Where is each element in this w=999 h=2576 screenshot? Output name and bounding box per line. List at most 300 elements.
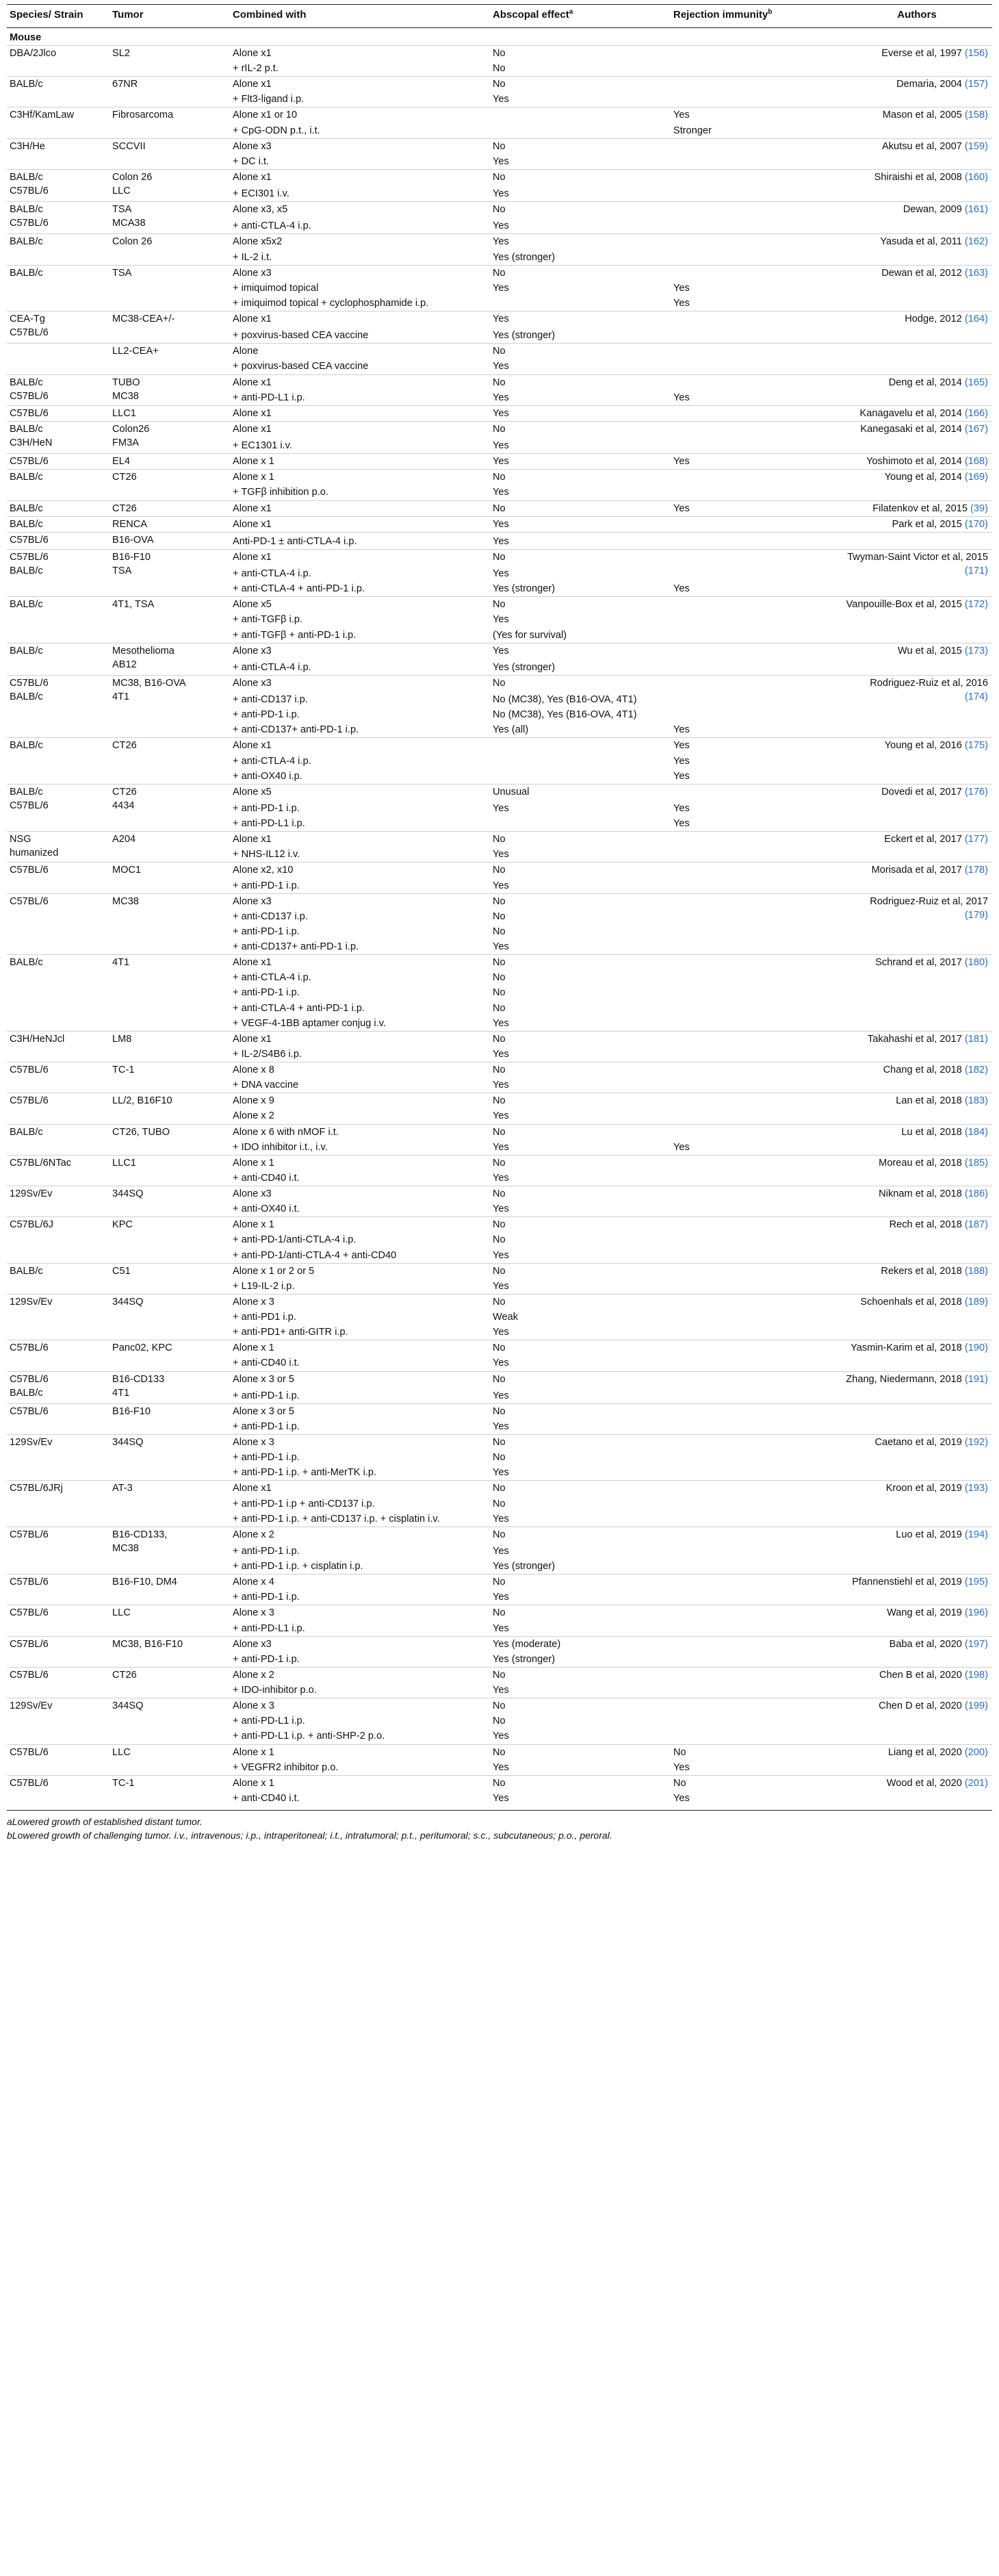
cell-species: C57BL/6 [7, 405, 109, 421]
reference-link[interactable]: (173) [964, 645, 988, 656]
cell-combined-with: Alone x1 [230, 311, 490, 327]
author-name: Yasmin-Karim et al, 2018 [851, 1342, 962, 1354]
cell-combined-with: Alone x5x2 [230, 234, 490, 250]
cell-authors [842, 738, 992, 784]
cell-rejection-immunity [671, 660, 842, 676]
cell-abscopal-effect: Yes [493, 1280, 509, 1292]
author-name: Filatenkov et al, 2015 [872, 502, 968, 514]
cell-abscopal-effect: No [490, 832, 671, 847]
cell-rejection-immunity: Yes [673, 724, 690, 736]
cell-rejection-immunity [671, 643, 842, 659]
author-name: Mason et al, 2005 [882, 110, 962, 121]
author-name: Kroon et al, 2019 [885, 1483, 962, 1494]
cell-tumor: 344SQ [109, 1435, 230, 1481]
cell-abscopal-effect: Yes [493, 155, 509, 167]
cell-rejection-immunity [671, 470, 842, 485]
cell-rejection-immunity [671, 374, 842, 390]
cell-combined-with: + anti-TGFβ i.p. [233, 614, 303, 626]
header-authors [842, 5, 992, 28]
cell-tumor: MC38-CEA+/- [109, 311, 230, 344]
cell-combined-with: + anti-CD40 i.t. [233, 1357, 300, 1369]
cell-species: 129Sv/Ev [7, 1698, 109, 1744]
cell-tumor: RENCA [109, 516, 230, 532]
table-row [7, 344, 992, 359]
reference-link[interactable]: (172) [964, 599, 988, 611]
cell-combined-with: Alone x 2 [230, 1667, 490, 1683]
cell-authors [842, 374, 992, 405]
cell-species: C57BL/6 [7, 1775, 109, 1806]
cell-abscopal-effect: No [493, 63, 506, 74]
cell-rejection-immunity [671, 138, 842, 154]
reference-link[interactable]: (169) [964, 472, 988, 483]
author-name: Hodge, 2012 [905, 314, 962, 324]
cell-rejection-immunity [671, 1605, 842, 1621]
cell-abscopal-effect: No [490, 138, 671, 154]
cell-tumor: TSA [109, 265, 230, 311]
cell-combined-with: + anti-PD-1/anti-CTLA-4 + anti-CD40 [233, 1249, 397, 1261]
cell-combined-with: + anti-PD-1 i.p + anti-CD137 i.p. [233, 1498, 375, 1509]
reference-link[interactable]: (162) [964, 236, 988, 248]
table-row [7, 77, 992, 92]
cell-authors [842, 454, 992, 470]
cell-rejection-immunity [671, 955, 842, 971]
cell-authors [842, 1435, 992, 1481]
cell-abscopal-effect: Yes [493, 1592, 509, 1603]
cell-combined-with: + anti-CD137+ anti-PD-1 i.p. [233, 941, 359, 952]
cell-combined-with: Alone x1 [230, 1031, 490, 1047]
reference-link[interactable]: (158) [964, 110, 988, 121]
author-name: Akutsu et al, 2007 [882, 140, 962, 152]
cell-abscopal-effect: Weak [493, 1312, 519, 1323]
reference-link[interactable]: (187) [964, 1219, 988, 1231]
table-body [7, 27, 992, 1806]
cell-authors [842, 1093, 992, 1124]
cell-rejection-immunity [671, 1155, 842, 1171]
reference-link[interactable]: (163) [964, 267, 988, 279]
cell-combined-with: Alone x1 [230, 738, 490, 754]
cell-abscopal-effect: No [490, 1217, 671, 1233]
cell-combined-with: Alone x 3 [230, 1605, 490, 1621]
reference-link[interactable]: (193) [964, 1483, 988, 1494]
cell-combined-with: + DNA vaccine [233, 1080, 299, 1091]
reference-link[interactable]: (201) [964, 1777, 988, 1789]
author-name: Baba et al, 2020 [889, 1638, 962, 1650]
cell-abscopal-effect: No [490, 1775, 671, 1791]
cell-rejection-immunity: Yes [673, 392, 690, 403]
cell-rejection-immunity [671, 1465, 842, 1481]
header-tumor [109, 5, 230, 28]
cell-authors [842, 421, 992, 453]
cell-combined-with: Alone x 3 or 5 [230, 1371, 490, 1387]
cell-abscopal-effect: Yes [493, 1622, 509, 1634]
cell-abscopal-effect: No [490, 1340, 671, 1356]
cell-rejection-immunity [671, 405, 842, 421]
cell-rejection-immunity [671, 234, 842, 250]
cell-combined-with: + anti-PD-1 i.p. + anti-MerTK i.p. [233, 1467, 377, 1479]
cell-rejection-immunity [671, 1016, 842, 1032]
reference-link[interactable]: (184) [964, 1126, 988, 1138]
cell-rejection-immunity [671, 784, 842, 800]
reference-link[interactable]: (196) [964, 1607, 988, 1619]
cell-abscopal-effect: No [490, 1403, 671, 1419]
reference-link[interactable]: (170) [964, 518, 988, 530]
cell-rejection-immunity [671, 77, 842, 92]
reference-link[interactable]: (175) [964, 740, 988, 752]
table-row [7, 107, 992, 123]
cell-abscopal-effect: No [493, 1234, 506, 1246]
cell-rejection-immunity [671, 847, 842, 863]
table-row [7, 893, 992, 909]
reference-link[interactable]: (167) [964, 423, 988, 435]
author-name: Rodriguez-Ruiz et al, 2016 [870, 677, 988, 689]
cell-combined-with: Alone x3 [230, 1186, 490, 1202]
cell-combined-with: + anti-PD-L1 i.p. + anti-SHP-2 p.o. [233, 1731, 385, 1742]
reference-link[interactable]: (161) [964, 204, 988, 216]
table-row [7, 265, 992, 281]
author-name: Chen D et al, 2020 [879, 1700, 962, 1712]
author-name: Rekers et al, 2018 [881, 1265, 962, 1277]
reference-link[interactable]: (183) [964, 1095, 988, 1107]
cell-authors [842, 532, 992, 549]
cell-species: BALB/c [7, 516, 109, 532]
cell-tumor: MC38, B16-OVA 4T1 [109, 675, 230, 738]
reference-link[interactable]: (156) [964, 47, 988, 59]
cell-abscopal-effect: No [490, 1527, 671, 1542]
reference-link[interactable]: (185) [964, 1157, 988, 1169]
reference-link[interactable]: (181) [964, 1033, 988, 1045]
cell-abscopal-effect: No [490, 1371, 671, 1387]
reference-link[interactable]: (164) [964, 314, 988, 324]
table-row [7, 1031, 992, 1047]
cell-abscopal-effect: No [490, 1263, 671, 1279]
cell-combined-with: + anti-PD-1 i.p. [233, 1420, 300, 1432]
cell-combined-with: Alone [230, 344, 490, 359]
cell-rejection-immunity [671, 1698, 842, 1714]
cell-tumor: TUBO MC38 [109, 374, 230, 405]
cell-abscopal-effect: Yes [493, 1141, 509, 1153]
cell-rejection-immunity: Yes [671, 738, 842, 754]
table-row [7, 1435, 992, 1451]
cell-rejection-immunity [671, 939, 842, 955]
table-row [7, 1062, 992, 1078]
reference-link[interactable]: (182) [964, 1064, 988, 1075]
cell-combined-with: + anti-PD-L1 i.p. [233, 1716, 305, 1727]
cell-abscopal-effect: Yes [493, 614, 509, 626]
table-row [7, 1403, 992, 1419]
cell-combined-with: Alone x 1 [230, 1155, 490, 1171]
cell-abscopal-effect: Yes [490, 234, 671, 250]
cell-abscopal-effect [490, 123, 671, 139]
cell-combined-with: + anti-CTLA-4 i.p. [233, 568, 311, 579]
author-name: Niknam et al, 2018 [879, 1188, 962, 1199]
cell-abscopal-effect [490, 296, 671, 311]
author-name: Pfannenstiehl et al, 2019 [852, 1577, 962, 1588]
cell-combined-with: + imiquimod topical + cyclophosphamide i.p. [233, 297, 429, 309]
cell-authors [842, 311, 992, 344]
reference-link[interactable]: (197) [964, 1638, 988, 1650]
cell-rejection-immunity [671, 1077, 842, 1093]
cell-abscopal-effect: Yes [490, 311, 671, 327]
cell-rejection-immunity [671, 92, 842, 107]
cell-combined-with: + anti-CD40 i.t. [233, 1792, 300, 1804]
cell-combined-with: Alone x 1 [230, 470, 490, 485]
cell-combined-with: + IDO-inhibitor p.o. [233, 1685, 317, 1696]
author-name: Dovedi et al, 2017 [881, 786, 962, 798]
cell-abscopal-effect: Yes [493, 188, 509, 199]
reference-link[interactable]: (168) [964, 456, 988, 468]
table-row [7, 169, 992, 185]
cell-tumor: MC38, B16-F10 [109, 1636, 230, 1667]
cell-rejection-immunity [671, 1062, 842, 1078]
cell-species: BALB/c [7, 597, 109, 643]
cell-abscopal-effect: No [490, 169, 671, 185]
cell-combined-with: + anti-PD-1 i.p. [233, 987, 300, 999]
cell-combined-with: + anti-PD-L1 i.p. [233, 392, 305, 403]
cell-authors [842, 500, 992, 516]
reference-link[interactable]: (179) [964, 909, 988, 921]
author-name: Twyman-Saint Victor et al, 2015 [847, 551, 988, 563]
cell-rejection-immunity [671, 1713, 842, 1729]
cell-species: C57BL/6 [7, 1636, 109, 1667]
reference-link[interactable]: (200) [964, 1746, 988, 1758]
cell-combined-with: Alone x5 [230, 597, 490, 613]
cell-rejection-immunity [671, 485, 842, 500]
reference-link[interactable]: (157) [964, 79, 988, 90]
cell-species: 129Sv/Ev [7, 1294, 109, 1340]
cell-combined-with: + IL-2/S4B6 i.p. [233, 1048, 302, 1060]
cell-authors [842, 784, 992, 831]
cell-authors [842, 832, 992, 863]
table-row [7, 675, 992, 691]
reference-link[interactable]: (177) [964, 834, 988, 845]
cell-abscopal-effect: No [490, 421, 671, 437]
cell-species: C57BL/6 [7, 893, 109, 955]
cell-rejection-immunity: Yes [673, 770, 690, 782]
cell-abscopal-effect: No [493, 1498, 506, 1509]
cell-authors [842, 1481, 992, 1527]
cell-combined-with: + poxvirus-based CEA vaccine [233, 361, 369, 372]
table-row [7, 1263, 992, 1279]
table-row [7, 405, 992, 421]
cell-species: C57BL/6 [7, 1744, 109, 1775]
reference-link[interactable]: (160) [964, 171, 988, 183]
author-name: Shiraishi et al, 2008 [874, 171, 962, 183]
reference-link[interactable]: (192) [964, 1437, 988, 1448]
reference-link[interactable]: (186) [964, 1188, 988, 1199]
cell-species: BALB/c [7, 77, 109, 107]
cell-rejection-immunity [671, 707, 842, 722]
cell-combined-with: Alone x 3 [230, 1435, 490, 1451]
cell-tumor: LL/2, B16F10 [109, 1093, 230, 1124]
cell-tumor: CT26 [109, 500, 230, 516]
reference-link[interactable]: (195) [964, 1577, 988, 1588]
cell-combined-with: + NHS-IL12 i.v. [233, 849, 300, 860]
cell-rejection-immunity [671, 250, 842, 266]
cell-rejection-immunity: No [671, 1744, 842, 1760]
cell-tumor: TC-1 [109, 1062, 230, 1093]
cell-abscopal-effect: Yes [493, 1249, 509, 1261]
cell-species: BALB/c [7, 643, 109, 675]
footnotes [7, 1810, 992, 1843]
cell-combined-with: Alone x3 [230, 643, 490, 659]
cell-rejection-immunity: Yes [671, 107, 842, 123]
cell-authors [842, 1698, 992, 1744]
table-row [7, 863, 992, 878]
reference-link[interactable]: (174) [964, 691, 988, 702]
table-row [7, 1698, 992, 1714]
cell-abscopal-effect: Yes [493, 1172, 509, 1184]
author-name: Lu et al, 2018 [901, 1126, 962, 1138]
cell-species: CEA-Tg C57BL/6 [7, 311, 109, 344]
author-name: Yoshimoto et al, 2014 [866, 456, 962, 468]
cell-combined-with: Alone x 1 [230, 1217, 490, 1233]
cell-authors [842, 1667, 992, 1698]
cell-authors [842, 1605, 992, 1636]
header-abscopal-label: Abscopal effect [493, 9, 569, 21]
cell-authors [842, 45, 992, 76]
author-name: Moreau et al, 2018 [879, 1157, 962, 1169]
reference-link[interactable]: (166) [964, 407, 988, 419]
cell-combined-with: + anti-PD-1 i.p. + anti-CD137 i.p. + cisplatin i.v. [233, 1513, 440, 1525]
cell-authors [842, 1263, 992, 1294]
cell-abscopal-effect: Yes [493, 94, 509, 105]
reference-link[interactable]: (159) [964, 140, 988, 152]
reference-link[interactable]: (198) [964, 1669, 988, 1681]
cell-abscopal-effect: Yes [490, 405, 671, 421]
reference-link[interactable]: (171) [964, 565, 988, 576]
cell-authors [842, 675, 992, 738]
cell-abscopal-effect: No [490, 344, 671, 359]
cell-species: BALB/c [7, 738, 109, 784]
reference-link[interactable]: (191) [964, 1373, 988, 1385]
table-row [7, 955, 992, 971]
cell-species: BALB/c [7, 500, 109, 516]
cell-combined-with: + DC i.t. [233, 155, 270, 167]
cell-tumor: LM8 [109, 1031, 230, 1062]
cell-abscopal-effect: Yes [493, 1080, 509, 1091]
header-abscopal [490, 5, 671, 28]
author-name: Dewan et al, 2012 [881, 267, 962, 279]
reference-link[interactable]: (190) [964, 1342, 988, 1354]
cell-combined-with: + anti-PD-1 i.p. [233, 926, 300, 937]
cell-abscopal-effect: Yes [490, 643, 671, 659]
cell-tumor: LLC [109, 1744, 230, 1775]
cell-rejection-immunity [671, 1186, 842, 1202]
cell-authors [842, 1217, 992, 1263]
cell-combined-with: Alone x 1 [230, 1340, 490, 1356]
reference-link[interactable]: (39) [970, 502, 988, 514]
cell-abscopal-effect: Yes [493, 282, 509, 294]
cell-species: DBA/2Jlco [7, 45, 109, 76]
reference-link[interactable]: (180) [964, 957, 988, 969]
cell-rejection-immunity [671, 516, 842, 532]
cell-rejection-immunity [671, 1512, 842, 1527]
footnote-marker-b: b [768, 8, 773, 16]
cell-tumor: LLC1 [109, 1155, 230, 1186]
cell-rejection-immunity [671, 1590, 842, 1605]
cell-tumor: B16-F10, DM4 [109, 1574, 230, 1605]
reference-link[interactable]: (178) [964, 865, 988, 876]
cell-combined-with: + anti-PD-1 i.p. [233, 1390, 300, 1401]
reference-link[interactable]: (176) [964, 786, 988, 798]
cell-combined-with: Alone x3 [230, 138, 490, 154]
cell-combined-with: Alone x3 [230, 265, 490, 281]
cell-rejection-immunity [671, 1683, 842, 1698]
cell-authors [842, 405, 992, 421]
cell-rejection-immunity [671, 832, 842, 847]
reference-link[interactable]: (188) [964, 1265, 988, 1277]
author-name: Zhang, Niedermann, 2018 [846, 1373, 962, 1385]
cell-abscopal-effect: No [490, 1062, 671, 1078]
cell-combined-with: + Flt3-ligand i.p. [233, 94, 304, 105]
cell-combined-with: + anti-CD137 i.p. [233, 694, 308, 705]
cell-combined-with: + anti-PD-1 i.p. [233, 880, 300, 891]
cell-abscopal-effect: No [490, 863, 671, 878]
cell-rejection-immunity: Yes [673, 1141, 690, 1153]
cell-authors [842, 1403, 992, 1434]
cell-combined-with: Alone x 6 with nMOF i.t. [230, 1124, 490, 1140]
reference-link[interactable]: (194) [964, 1529, 988, 1540]
cell-combined-with: + anti-OX40 i.t. [233, 1203, 300, 1215]
cell-abscopal-effect: Yes [493, 1792, 509, 1804]
cell-rejection-immunity [671, 169, 842, 185]
cell-tumor: LLC1 [109, 405, 230, 421]
cell-rejection-immunity [671, 1544, 842, 1559]
cell-tumor: TC-1 [109, 1775, 230, 1806]
cell-tumor: CT26 [109, 738, 230, 784]
cell-combined-with: + anti-PD-1 i.p. [233, 1592, 300, 1603]
cell-abscopal-effect: No [490, 1667, 671, 1683]
cell-abscopal-effect: Yes [493, 880, 509, 891]
author-name: Young et al, 2016 [884, 740, 962, 752]
cell-tumor: 344SQ [109, 1294, 230, 1340]
cell-rejection-immunity [671, 1217, 842, 1233]
cell-abscopal-effect: Yes [493, 1203, 509, 1215]
cell-combined-with: + TGFβ inhibition p.o. [233, 487, 328, 498]
cell-tumor: Mesothelioma AB12 [109, 643, 230, 675]
cell-species: C57BL/6 [7, 454, 109, 470]
cell-abscopal-effect: Yes [493, 1048, 509, 1060]
cell-species: C57BL/6 [7, 1403, 109, 1434]
cell-rejection-immunity: Yes [671, 500, 842, 516]
cell-rejection-immunity [671, 1652, 842, 1668]
reference-link[interactable]: (199) [964, 1700, 988, 1712]
cell-abscopal-effect: No [490, 955, 671, 971]
cell-combined-with: + anti-PD-1 i.p. + cisplatin i.p. [233, 1561, 363, 1572]
cell-authors [842, 1744, 992, 1775]
table-row [7, 1527, 992, 1542]
cell-authors [842, 1574, 992, 1605]
cell-authors [842, 107, 992, 138]
reference-link[interactable]: (189) [964, 1296, 988, 1308]
cell-authors [842, 1155, 992, 1186]
cell-species: BALB/c [7, 265, 109, 311]
author-name: Luo et al, 2019 [896, 1529, 962, 1540]
cell-rejection-immunity [671, 692, 842, 707]
cell-abscopal-effect: No [493, 1452, 506, 1464]
table-row [7, 45, 992, 61]
author-name: Schrand et al, 2017 [875, 957, 962, 969]
cell-species: BALB/c [7, 1124, 109, 1155]
author-name: Vanpouille-Box et al, 2015 [846, 599, 962, 611]
header-species [7, 5, 109, 28]
cell-rejection-immunity [671, 1047, 842, 1062]
cell-authors [842, 470, 992, 500]
reference-link[interactable]: (165) [964, 377, 988, 388]
cell-rejection-immunity [671, 985, 842, 1000]
cell-abscopal-effect: Yes (stronger) [493, 330, 556, 342]
cell-combined-with: Alone x3 [230, 893, 490, 909]
